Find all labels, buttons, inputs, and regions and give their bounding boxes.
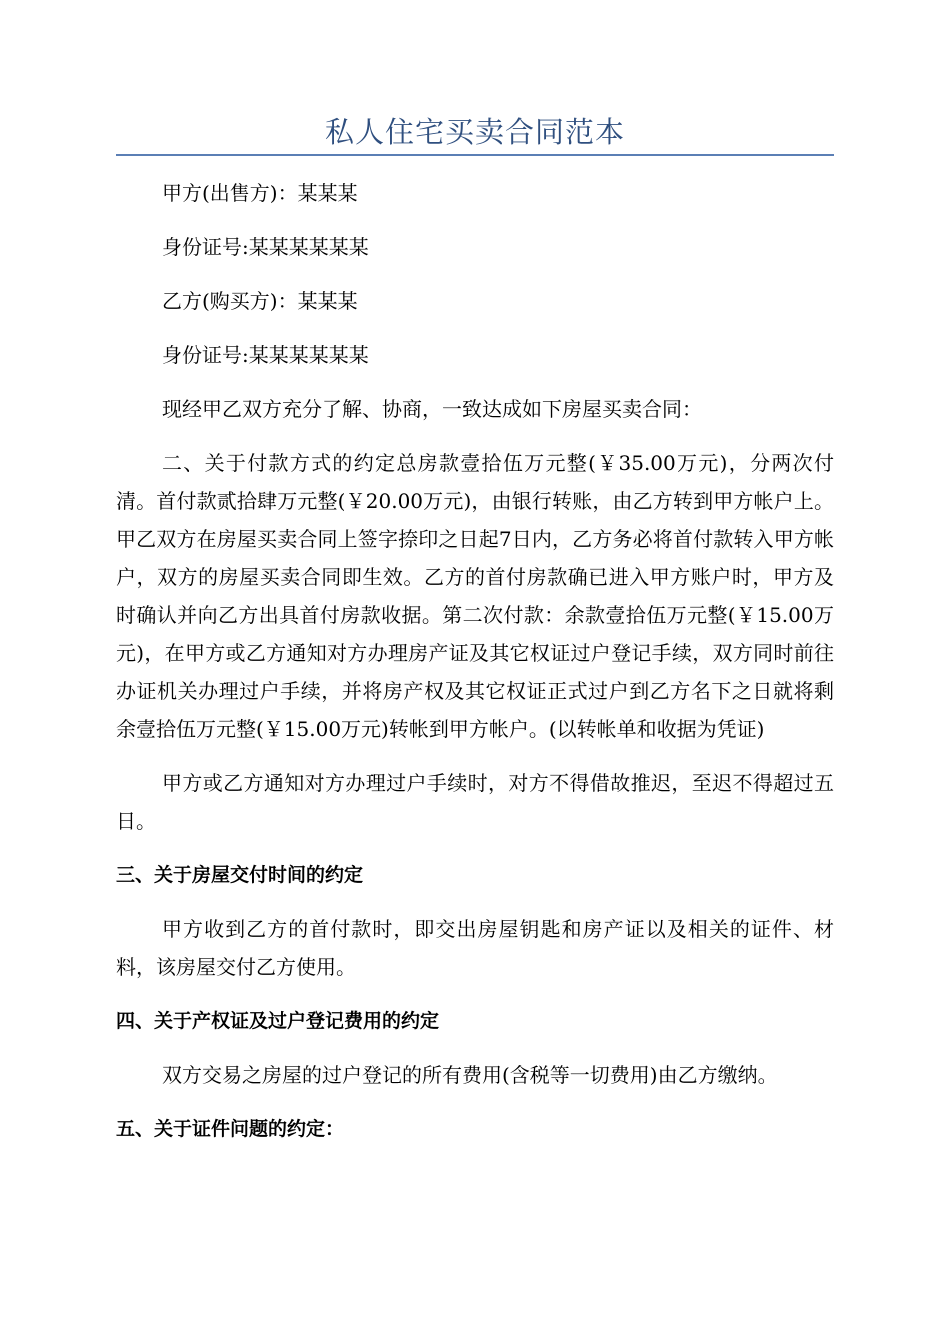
party-a-line: 甲方(出售方)：某某某	[162, 181, 358, 205]
party-b-id-line: 身份证号:某某某某某某	[162, 343, 369, 367]
intro-paragraph: 现经甲乙双方充分了解、协商，一致达成如下房屋买卖合同：	[162, 397, 702, 421]
party-b-line: 乙方(购买方)：某某某	[162, 289, 358, 313]
party-a-id-line: 身份证号:某某某某某某	[162, 235, 369, 259]
payment-clause-paragraph: 二、关于付款方式的约定总房款壹拾伍万元整(￥35.00万元)，分两次付清。首付款贰拾肆万元整(￥20.00万元)，由银行转账，由乙方转到甲方帐户上。甲乙双方在房屋买卖合同上签字捺印之日起7日内，乙方务必将首付款转入甲方帐户，双方的房屋买卖合同即生效。乙方的首付房款确已进入甲方账户时，甲方及时确认并向乙方出具首付房款收据。第二次付款：余款壹拾伍万元整(￥15.00万元)，在甲方或乙方通知对方办理房产证及其它权证过户登记手续，双方同时前往办证机关办理过户手续，并将房产权及其它权证正式过户到乙方名下之日就将剩余壹拾伍万元整(￥15.00万元)转帐到甲方帐户。(以转帐单和收据为凭证)	[116, 451, 834, 741]
fees-paragraph: 双方交易之房屋的过户登记的所有费用(含税等一切费用)由乙方缴纳。	[162, 1063, 778, 1087]
delivery-paragraph: 甲方收到乙方的首付款时，即交出房屋钥匙和房产证以及相关的证件、材料，该房屋交付乙方使用。	[116, 917, 834, 979]
document-title: 私人住宅买卖合同范本	[324, 115, 625, 149]
transfer-deadline-paragraph: 甲方或乙方通知对方办理过户手续时，对方不得借故推迟，至迟不得超过五日。	[116, 771, 834, 833]
section-heading-documents: 五、关于证件问题的约定：	[116, 1118, 345, 1140]
document-body	[116, 174, 834, 1164]
section-heading-fees: 四、关于产权证及过户登记费用的约定	[116, 1010, 440, 1032]
title-underline	[116, 154, 834, 156]
section-heading-delivery: 三、关于房屋交付时间的约定	[116, 864, 364, 886]
